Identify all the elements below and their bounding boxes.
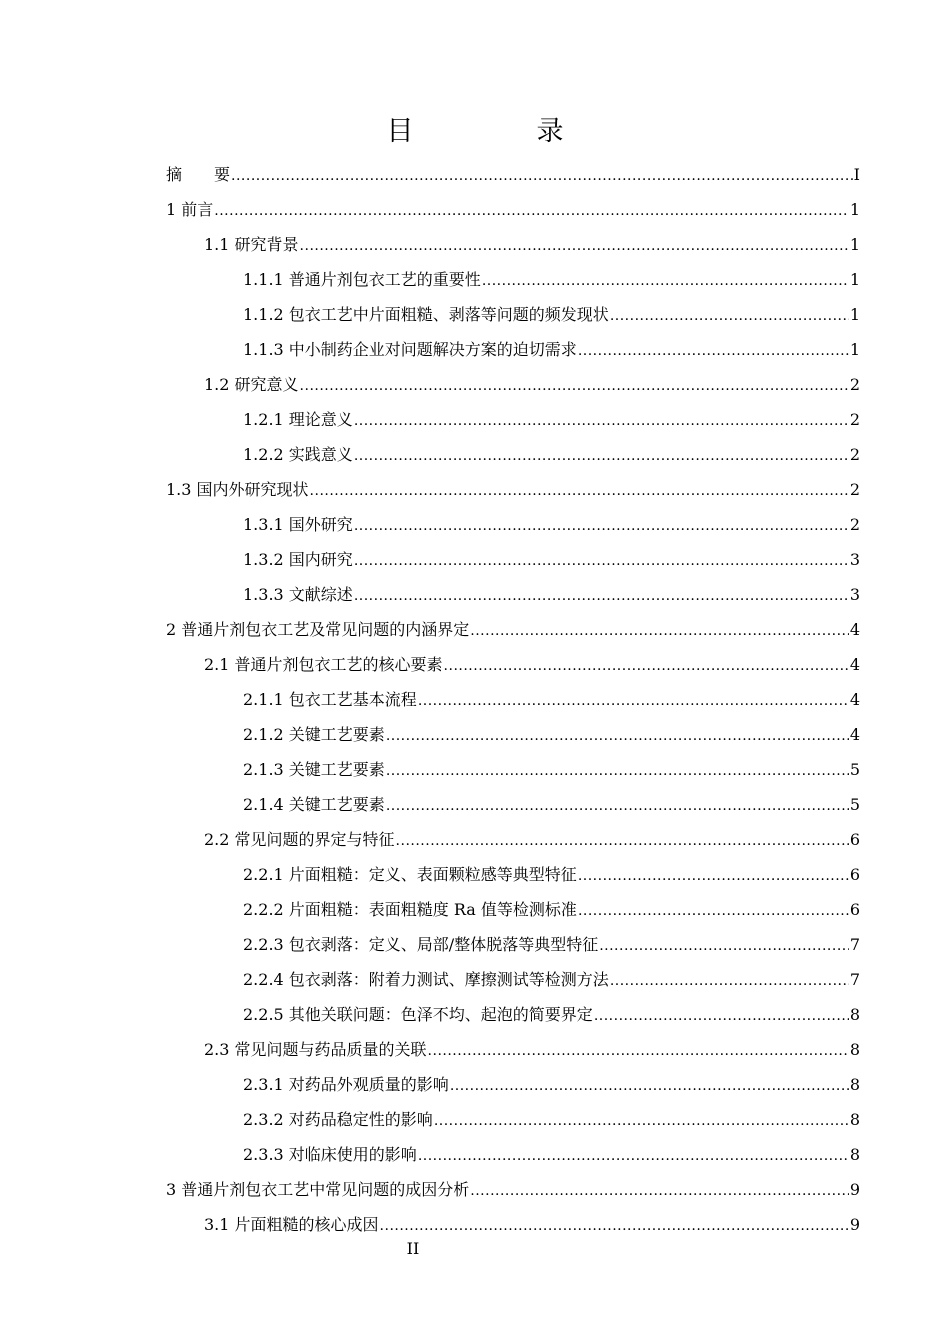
toc-entry[interactable]	[166, 892, 860, 927]
toc-entry[interactable]	[166, 997, 860, 1032]
toc-leader-dots	[482, 264, 849, 299]
toc-title: 目 录	[386, 116, 612, 147]
toc-entry-page: 1	[849, 200, 860, 219]
toc-entry[interactable]	[166, 192, 860, 227]
toc-entry[interactable]	[166, 507, 860, 542]
toc-entry-title: 1.1 研究背景	[204, 235, 299, 254]
toc-entry-page: 4	[849, 620, 860, 639]
toc-leader-dots	[599, 929, 849, 964]
toc-entry-title: 2.3.1 对药品外观质量的影响	[243, 1075, 449, 1094]
toc-leader-dots	[578, 894, 849, 929]
toc-entry-title: 2.1.2 关键工艺要素	[243, 725, 385, 744]
toc-entry[interactable]	[166, 262, 860, 297]
toc-entry-page: 2	[849, 375, 860, 394]
toc-entry[interactable]	[166, 927, 860, 962]
toc-leader-dots	[354, 404, 849, 439]
toc-entry[interactable]	[166, 542, 860, 577]
toc-leader-dots	[354, 439, 849, 474]
toc-leader-dots	[418, 1139, 849, 1174]
toc-entry-title: 2.2.3 包衣剥落：定义、局部/整体脱落等典型特征	[243, 935, 599, 954]
toc-entry-page: 8	[849, 1145, 860, 1164]
toc-entry-title: 1.3.2 国内研究	[243, 550, 353, 569]
toc-leader-dots	[470, 614, 849, 649]
toc-entry[interactable]	[166, 367, 860, 402]
toc-entry-page: 8	[849, 1040, 860, 1059]
toc-entry-page: 1	[849, 235, 860, 254]
toc-entry[interactable]	[166, 962, 860, 997]
toc-entry[interactable]	[166, 577, 860, 612]
toc-entry[interactable]	[166, 437, 860, 472]
toc-entry-page: 4	[849, 725, 860, 744]
toc-leader-dots	[354, 579, 849, 614]
toc-entry[interactable]	[166, 402, 860, 437]
toc-entry-title: 1.2.2 实践意义	[243, 445, 353, 464]
toc-leader-dots	[450, 1069, 849, 1104]
toc-entry-page: 2	[849, 515, 860, 534]
toc-entry[interactable]	[166, 857, 860, 892]
toc-entry[interactable]	[166, 472, 860, 507]
toc-entry[interactable]	[166, 822, 860, 857]
toc-leader-dots	[386, 789, 849, 824]
toc-entry-title: 2.3.2 对药品稳定性的影响	[243, 1110, 433, 1129]
toc-entry[interactable]	[166, 752, 860, 787]
toc-entry[interactable]	[166, 157, 860, 192]
toc-leader-dots	[418, 684, 849, 719]
toc-entry-page: 5	[849, 760, 860, 779]
toc-entry-page: 8	[849, 1075, 860, 1094]
toc-entry[interactable]	[166, 1032, 860, 1067]
toc-entry-title: 2.1.1 包衣工艺基本流程	[243, 690, 417, 709]
toc-leader-dots	[444, 649, 849, 684]
toc-leader-dots	[300, 369, 849, 404]
toc-leader-dots	[470, 1174, 849, 1209]
toc-entry-title: 2.2.2 片面粗糙：表面粗糙度 Ra 值等检测标准	[243, 900, 577, 919]
toc-entry-page: 1	[849, 270, 860, 289]
toc-entry[interactable]	[166, 227, 860, 262]
toc-entry-title: 1.2 研究意义	[204, 375, 299, 394]
toc-entry-page: 3	[849, 550, 860, 569]
toc-entry-title: 1.3.3 文献综述	[243, 585, 353, 604]
toc-entry-page: 4	[849, 655, 860, 674]
toc-leader-dots	[214, 194, 849, 229]
toc-leader-dots	[434, 1104, 849, 1139]
toc-entry-title: 2 普通片剂包衣工艺及常见问题的内涵界定	[166, 620, 470, 639]
toc-leader-dots	[354, 509, 849, 544]
toc-entry-page: 4	[849, 690, 860, 709]
toc-entry-page: I	[853, 165, 860, 184]
toc-leader-dots	[310, 474, 849, 509]
toc-entry-title: 摘 要	[166, 165, 231, 184]
toc-entry-title: 2.2 常见问题的界定与特征	[204, 830, 395, 849]
toc-leader-dots	[428, 1034, 849, 1069]
toc-entry-title: 2.2.5 其他关联问题：色泽不均、起泡的简要界定	[243, 1005, 593, 1024]
toc-leader-dots	[610, 964, 849, 999]
toc-entry-title: 1 前言	[166, 200, 214, 219]
toc-entry-page: 7	[849, 935, 860, 954]
toc-entry-page: 2	[849, 410, 860, 429]
toc-entry-page: 1	[849, 305, 860, 324]
toc-list	[166, 157, 860, 1242]
toc-leader-dots	[354, 544, 849, 579]
toc-leader-dots	[386, 754, 849, 789]
toc-entry-title: 1.2.1 理论意义	[243, 410, 353, 429]
toc-entry[interactable]	[166, 612, 860, 647]
toc-entry[interactable]	[166, 717, 860, 752]
toc-entry-title: 1.1.1 普通片剂包衣工艺的重要性	[243, 270, 481, 289]
toc-entry-page: 6	[849, 900, 860, 919]
toc-entry-page: 9	[849, 1180, 860, 1199]
toc-entry-page: 8	[849, 1110, 860, 1129]
toc-leader-dots	[610, 299, 849, 334]
toc-leader-dots	[578, 334, 849, 369]
toc-entry-page: 7	[849, 970, 860, 989]
toc-entry[interactable]	[166, 332, 860, 367]
toc-entry-title: 2.1 普通片剂包衣工艺的核心要素	[204, 655, 443, 674]
toc-entry[interactable]	[166, 1172, 860, 1207]
toc-entry-page: 6	[849, 865, 860, 884]
toc-entry-title: 2.1.4 关键工艺要素	[243, 795, 385, 814]
toc-leader-dots	[578, 859, 849, 894]
toc-entry[interactable]	[166, 682, 860, 717]
toc-leader-dots	[396, 824, 849, 859]
toc-entry-page: 6	[849, 830, 860, 849]
toc-entry[interactable]	[166, 787, 860, 822]
toc-entry-title: 2.1.3 关键工艺要素	[243, 760, 385, 779]
toc-leader-dots	[594, 999, 849, 1034]
toc-leader-dots	[231, 159, 853, 194]
toc-entry-page: 3	[849, 585, 860, 604]
toc-entry-title: 1.3.1 国外研究	[243, 515, 353, 534]
toc-entry-title: 3 普通片剂包衣工艺中常见问题的成因分析	[166, 1180, 470, 1199]
toc-entry[interactable]	[166, 1137, 860, 1172]
toc-entry-page: 2	[849, 480, 860, 499]
toc-entry[interactable]	[166, 297, 860, 332]
toc-entry-page: 2	[849, 445, 860, 464]
toc-entry-title: 2.2.4 包衣剥落：附着力测试、摩擦测试等检测方法	[243, 970, 609, 989]
toc-entry-title: 2.3 常见问题与药品质量的关联	[204, 1040, 427, 1059]
toc-entry-page: 5	[849, 795, 860, 814]
toc-entry[interactable]	[166, 1067, 860, 1102]
toc-entry[interactable]	[166, 1102, 860, 1137]
page-number: II	[406, 1239, 420, 1258]
toc-entry-page: 1	[849, 340, 860, 359]
toc-entry-title: 1.1.3 中小制药企业对问题解决方案的迫切需求	[243, 340, 577, 359]
toc-entry[interactable]	[166, 647, 860, 682]
toc-entry-title: 3.1 片面粗糙的核心成因	[204, 1215, 379, 1234]
toc-entry-title: 2.2.1 片面粗糙：定义、表面颗粒感等典型特征	[243, 865, 577, 884]
toc-entry-page: 9	[849, 1215, 860, 1234]
toc-entry-page: 8	[849, 1005, 860, 1024]
toc-entry-title: 1.3 国内外研究现状	[166, 480, 309, 499]
toc-entry-title: 2.3.3 对临床使用的影响	[243, 1145, 417, 1164]
toc-entry-title: 1.1.2 包衣工艺中片面粗糙、剥落等问题的频发现状	[243, 305, 609, 324]
toc-leader-dots	[386, 719, 849, 754]
toc-leader-dots	[300, 229, 849, 264]
